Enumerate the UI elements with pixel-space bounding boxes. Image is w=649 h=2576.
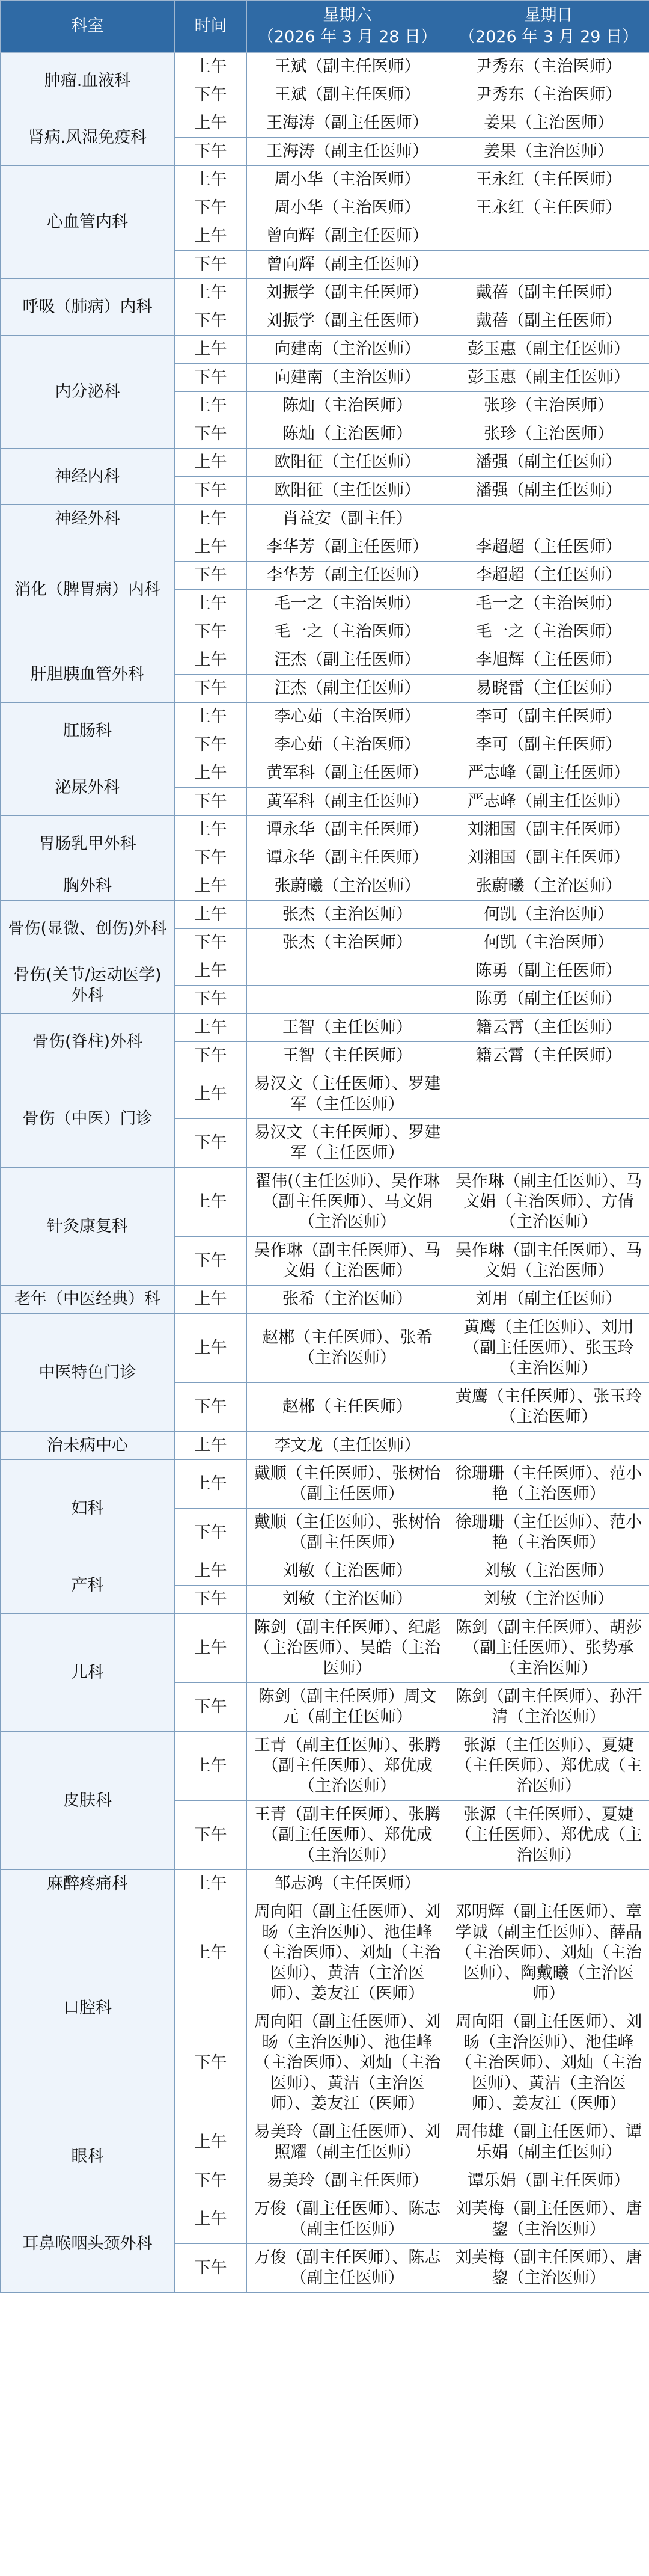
table-row [1,759,649,788]
sunday-doctor-cell: 邓明辉（副主任医师）、章学诚（副主任医师）、薛晶（主治医师）、刘灿（主治医师）、陶戴曦（主治医师） [448,1898,649,2008]
session-time-cell: 下午 [175,1383,247,1432]
sunday-doctor-cell: 张源（主任医师）、夏婕（主任医师）、郑优成（主治医师） [448,1732,649,1801]
saturday-doctor-cell: 易美玲（副主任医师） [247,2167,448,2195]
saturday-doctor-cell: 张蔚曦（主治医师） [247,872,448,901]
sunday-doctor-cell: 徐珊珊（主任医师）、范小艳（主治医师） [448,1460,649,1509]
session-time-cell: 上午 [175,1314,247,1383]
saturday-doctor-cell: 赵郴（主任医师）、张希（主治医师） [247,1314,448,1383]
saturday-doctor-cell: 易汉文（主任医师）、罗建军（主任医师） [247,1070,448,1119]
sunday-doctor-cell: 陈勇（副主任医师） [448,957,649,986]
saturday-doctor-cell: 戴顺（主任医师）、张树怡（副主任医师） [247,1460,448,1509]
session-time-cell: 上午 [175,222,247,251]
department-cell: 口腔科 [1,1898,175,2118]
sunday-doctor-cell: 彭玉惠（副主任医师） [448,364,649,392]
sunday-doctor-cell: 刘芙梅（副主任医师）、唐鋆（主治医师） [448,2244,649,2293]
sunday-doctor-cell [448,1070,649,1119]
saturday-doctor-cell: 李华芳（副主任医师） [247,562,448,590]
sunday-doctor-cell: 何凯（主治医师） [448,929,649,957]
table-row [1,1460,649,1509]
table-row [1,901,649,929]
sunday-doctor-cell: 周伟雄（副主任医师）、谭乐娟（副主任医师） [448,2118,649,2167]
session-time-cell: 上午 [175,1168,247,1237]
department-cell: 心血管内科 [1,166,175,279]
saturday-doctor-cell: 王海涛（副主任医师） [247,138,448,166]
session-time-cell: 上午 [175,392,247,420]
session-time-cell: 下午 [175,1509,247,1557]
saturday-doctor-cell: 张希（主治医师） [247,1286,448,1314]
sunday-doctor-cell: 谭乐娟（副主任医师） [448,2167,649,2195]
session-time-cell: 下午 [175,1683,247,1732]
session-time-cell: 下午 [175,562,247,590]
sunday-doctor-cell: 严志峰（副主任医师） [448,759,649,788]
table-row [1,1314,649,1383]
table-row [1,1732,649,1801]
table-row [1,2195,649,2244]
saturday-doctor-cell: 王斌（副主任医师） [247,81,448,109]
saturday-doctor-cell: 陈剑（副主任医师）周文元（副主任医师） [247,1683,448,1732]
session-time-cell: 下午 [175,364,247,392]
session-time-cell: 上午 [175,166,247,194]
session-time-cell: 下午 [175,1801,247,1870]
saturday-doctor-cell: 吴作琳（副主任医师）、马文娟（主治医师） [247,1237,448,1286]
table-row [1,109,649,138]
header-dept: 科室 [1,1,175,53]
saturday-doctor-cell: 汪杰（副主任医师） [247,675,448,703]
table-row [1,2118,649,2167]
sunday-doctor-cell: 尹秀东（主治医师） [448,53,649,81]
sunday-doctor-cell: 李超超（主任医师） [448,533,649,562]
sunday-doctor-cell: 张源（主任医师）、夏婕（主任医师）、郑优成（主治医师） [448,1801,649,1870]
department-cell: 针灸康复科 [1,1168,175,1286]
header-sunday: 星期日 （2026 年 3 月 29 日） [448,1,649,53]
saturday-doctor-cell: 陈剑（副主任医师）、纪彪（主治医师）、吴皓（主治医师） [247,1614,448,1683]
session-time-cell: 下午 [175,1237,247,1286]
table-row [1,1286,649,1314]
saturday-doctor-cell: 万俊（副主任医师）、陈志（副主任医师） [247,2195,448,2244]
saturday-doctor-cell: 刘敏（主治医师） [247,1586,448,1614]
saturday-doctor-cell: 谭永华（副主任医师） [247,816,448,844]
sunday-doctor-cell: 李旭辉（主任医师） [448,646,649,675]
session-time-cell: 下午 [175,1119,247,1168]
saturday-doctor-cell: 邹志鸿（主任医师） [247,1870,448,1898]
sunday-doctor-cell: 戴蓓（副主任医师） [448,307,649,336]
saturday-doctor-cell: 刘敏（主治医师） [247,1557,448,1586]
saturday-doctor-cell: 王青（副主任医师）、张腾（副主任医师）、郑优成（主治医师） [247,1732,448,1801]
department-cell: 肿瘤.血液科 [1,53,175,109]
session-time-cell: 上午 [175,1014,247,1042]
department-cell: 麻醉疼痛科 [1,1870,175,1898]
sunday-doctor-cell: 刘敏（主治医师） [448,1557,649,1586]
session-time-cell: 上午 [175,646,247,675]
session-time-cell: 下午 [175,81,247,109]
department-cell: 呼吸（肺病）内科 [1,279,175,336]
department-cell: 骨伤(脊柱)外科 [1,1014,175,1070]
session-time-cell: 下午 [175,477,247,505]
sunday-doctor-cell: 籍云霄（主任医师） [448,1014,649,1042]
sunday-doctor-cell: 王永红（主任医师） [448,166,649,194]
header-saturday: 星期六 （2026 年 3 月 28 日） [247,1,448,53]
sunday-doctor-cell: 籍云霄（主任医师） [448,1042,649,1070]
session-time-cell: 上午 [175,2118,247,2167]
session-time-cell: 上午 [175,336,247,364]
session-time-cell: 上午 [175,957,247,986]
session-time-cell: 上午 [175,53,247,81]
table-row [1,1070,649,1119]
session-time-cell: 上午 [175,1070,247,1119]
session-time-cell: 上午 [175,1732,247,1801]
sunday-doctor-cell: 黄鹰（主任医师）、刘用（副主任医师）、张玉玲（主治医师） [448,1314,649,1383]
department-cell: 肛肠科 [1,703,175,759]
saturday-doctor-cell: 刘振学（副主任医师） [247,307,448,336]
department-cell: 儿科 [1,1614,175,1732]
session-time-cell: 下午 [175,307,247,336]
sunday-doctor-cell [448,1119,649,1168]
sunday-doctor-cell [448,1870,649,1898]
saturday-doctor-cell: 王智（主任医师） [247,1042,448,1070]
session-time-cell: 下午 [175,2167,247,2195]
session-time-cell: 上午 [175,449,247,477]
table-row [1,166,649,194]
saturday-doctor-cell: 向建南（主治医师） [247,336,448,364]
saturday-doctor-cell [247,957,448,986]
saturday-doctor-cell: 周小华（主治医师） [247,194,448,222]
table-header-row [1,1,649,53]
session-time-cell: 下午 [175,929,247,957]
table-row [1,703,649,731]
table-row [1,646,649,675]
saturday-doctor-cell: 谭永华（副主任医师） [247,844,448,872]
saturday-doctor-cell: 毛一之（主治医师） [247,618,448,646]
session-time-cell: 上午 [175,901,247,929]
saturday-doctor-cell: 李心茹（主治医师） [247,731,448,759]
sunday-doctor-cell: 徐珊珊（主任医师）、范小艳（主治医师） [448,1509,649,1557]
session-time-cell: 下午 [175,986,247,1014]
sunday-doctor-cell: 王永红（主任医师） [448,194,649,222]
session-time-cell: 上午 [175,533,247,562]
sunday-doctor-cell: 黄鹰（主任医师）、张玉玲（主治医师） [448,1383,649,1432]
department-cell: 妇科 [1,1460,175,1557]
session-time-cell: 下午 [175,618,247,646]
department-cell: 肾病.风湿免疫科 [1,109,175,166]
table-row [1,1432,649,1460]
sunday-doctor-cell: 严志峰（副主任医师） [448,788,649,816]
saturday-doctor-cell: 王斌（副主任医师） [247,53,448,81]
table-body [1,53,649,2293]
sunday-doctor-cell: 李可（副主任医师） [448,703,649,731]
saturday-doctor-cell: 肖益安（副主任） [247,505,448,533]
department-cell: 骨伤(显微、创伤)外科 [1,901,175,957]
session-time-cell: 上午 [175,590,247,618]
saturday-doctor-cell: 万俊（副主任医师）、陈志（副主任医师） [247,2244,448,2293]
session-time-cell: 上午 [175,703,247,731]
session-time-cell: 下午 [175,731,247,759]
department-cell: 耳鼻喉咽头颈外科 [1,2195,175,2293]
saturday-doctor-cell: 李心茹（主治医师） [247,703,448,731]
saturday-doctor-cell: 汪杰（副主任医师） [247,646,448,675]
saturday-doctor-cell: 陈灿（主治医师） [247,420,448,449]
sunday-doctor-cell: 李可（副主任医师） [448,731,649,759]
session-time-cell: 上午 [175,759,247,788]
department-cell: 胸外科 [1,872,175,901]
sunday-doctor-cell: 姜果（主治医师） [448,109,649,138]
sunday-doctor-cell [448,505,649,533]
sunday-doctor-cell: 张珍（主治医师） [448,392,649,420]
sunday-doctor-cell: 潘强（副主任医师） [448,477,649,505]
saturday-doctor-cell: 翟伟(（主任医师）、吴作琳（副主任医师）、马文娟（主治医师） [247,1168,448,1237]
table-row [1,957,649,986]
department-cell: 产科 [1,1557,175,1614]
session-time-cell: 下午 [175,1586,247,1614]
session-time-cell: 上午 [175,1870,247,1898]
sunday-doctor-cell: 刘湘国（副主任医师） [448,816,649,844]
department-cell: 神经内科 [1,449,175,505]
saturday-doctor-cell: 李文龙（主任医师） [247,1432,448,1460]
table-row [1,1557,649,1586]
saturday-doctor-cell: 黄军科（副主任医师） [247,788,448,816]
department-cell: 中医特色门诊 [1,1314,175,1432]
sunday-doctor-cell: 陈剑（副主任医师）、胡莎（副主任医师）、张势承（主治医师） [448,1614,649,1683]
department-cell: 老年（中医经典）科 [1,1286,175,1314]
table-row [1,816,649,844]
session-time-cell: 下午 [175,194,247,222]
table-row [1,1014,649,1042]
saturday-doctor-cell: 欧阳征（主任医师） [247,449,448,477]
session-time-cell: 下午 [175,788,247,816]
header-time: 时间 [175,1,247,53]
saturday-doctor-cell: 刘振学（副主任医师） [247,279,448,307]
session-time-cell: 上午 [175,1432,247,1460]
session-time-cell: 上午 [175,1460,247,1509]
session-time-cell: 下午 [175,138,247,166]
table-row [1,872,649,901]
session-time-cell: 上午 [175,505,247,533]
saturday-doctor-cell: 戴顺（主任医师）、张树怡（副主任医师） [247,1509,448,1557]
saturday-doctor-cell: 毛一之（主治医师） [247,590,448,618]
table-row [1,505,649,533]
saturday-doctor-cell: 周向阳（副主任医师）、刘旸（主治医师）、池佳峰（主治医师）、刘灿（主治医师）、黄洁（主治医师）、姜友江（医师） [247,2008,448,2118]
saturday-doctor-cell: 张杰（主治医师） [247,901,448,929]
session-time-cell: 下午 [175,2008,247,2118]
saturday-doctor-cell: 王海涛（副主任医师） [247,109,448,138]
sunday-doctor-cell: 刘芙梅（副主任医师）、唐鋆（主治医师） [448,2195,649,2244]
table-row [1,53,649,81]
sunday-doctor-cell: 刘湘国（副主任医师） [448,844,649,872]
session-time-cell: 下午 [175,844,247,872]
department-cell: 皮肤科 [1,1732,175,1870]
table-row [1,1168,649,1237]
department-cell: 泌尿外科 [1,759,175,816]
sunday-doctor-cell: 陈剑（副主任医师）、孙汗清（主治医师） [448,1683,649,1732]
department-cell: 消化（脾胃病）内科 [1,533,175,646]
department-cell: 肝胆胰血管外科 [1,646,175,703]
session-time-cell: 上午 [175,1898,247,2008]
session-time-cell: 上午 [175,1614,247,1683]
saturday-doctor-cell: 王青（副主任医师）、张腾（副主任医师）、郑优成（主治医师） [247,1801,448,1870]
session-time-cell: 下午 [175,2244,247,2293]
sunday-doctor-cell: 易晓雷（主任医师） [448,675,649,703]
saturday-doctor-cell: 易美玲（副主任医师）、刘照耀（副主任医师） [247,2118,448,2167]
department-cell: 骨伤（中医）门诊 [1,1070,175,1168]
saturday-doctor-cell: 王智（主任医师） [247,1014,448,1042]
saturday-doctor-cell: 陈灿（主治医师） [247,392,448,420]
sunday-doctor-cell: 何凯（主治医师） [448,901,649,929]
sunday-doctor-cell [448,222,649,251]
table-row [1,449,649,477]
session-time-cell: 上午 [175,872,247,901]
table-row [1,1614,649,1683]
sunday-doctor-cell: 刘敏（主治医师） [448,1586,649,1614]
session-time-cell: 上午 [175,2195,247,2244]
saturday-doctor-cell: 李华芳（副主任医师） [247,533,448,562]
saturday-doctor-cell: 向建南（主治医师） [247,364,448,392]
saturday-doctor-cell: 周向阳（副主任医师）、刘旸（主治医师）、池佳峰（主治医师）、刘灿（主治医师）、黄洁（主治医师）、姜友江（医师） [247,1898,448,2008]
sunday-doctor-cell: 张珍（主治医师） [448,420,649,449]
sunday-doctor-cell: 彭玉惠（副主任医师） [448,336,649,364]
department-cell: 治未病中心 [1,1432,175,1460]
sunday-doctor-cell: 刘用（副主任医师） [448,1286,649,1314]
sunday-doctor-cell: 毛一之（主治医师） [448,618,649,646]
session-time-cell: 上午 [175,279,247,307]
sunday-doctor-cell: 毛一之（主治医师） [448,590,649,618]
session-time-cell: 上午 [175,1286,247,1314]
sunday-doctor-cell [448,1432,649,1460]
sunday-doctor-cell: 尹秀东（主治医师） [448,81,649,109]
table-row [1,279,649,307]
session-time-cell: 下午 [175,675,247,703]
sunday-doctor-cell: 张蔚曦（主治医师） [448,872,649,901]
saturday-doctor-cell: 欧阳征（主任医师） [247,477,448,505]
session-time-cell: 下午 [175,251,247,279]
sunday-doctor-cell: 陈勇（副主任医师） [448,986,649,1014]
session-time-cell: 上午 [175,816,247,844]
saturday-doctor-cell: 易汉文（主任医师）、罗建军（主任医师） [247,1119,448,1168]
sunday-doctor-cell: 姜果（主治医师） [448,138,649,166]
department-cell: 神经外科 [1,505,175,533]
sunday-doctor-cell [448,251,649,279]
session-time-cell: 上午 [175,1557,247,1586]
department-cell: 骨伤(关节/运动医学)外科 [1,957,175,1014]
department-cell: 眼科 [1,2118,175,2195]
session-time-cell: 上午 [175,109,247,138]
saturday-doctor-cell: 曾向辉（副主任医师） [247,251,448,279]
saturday-doctor-cell: 张杰（主治医师） [247,929,448,957]
saturday-doctor-cell: 曾向辉（副主任医师） [247,222,448,251]
sunday-doctor-cell: 吴作琳（副主任医师）、马文娟（主治医师）、方倩（主治医师） [448,1168,649,1237]
sunday-doctor-cell: 吴作琳（副主任医师）、马文娟（主治医师） [448,1237,649,1286]
department-cell: 胃肠乳甲外科 [1,816,175,872]
table-row [1,1898,649,2008]
department-cell: 内分泌科 [1,336,175,449]
table-row [1,336,649,364]
sunday-doctor-cell: 戴蓓（副主任医师） [448,279,649,307]
sunday-doctor-cell: 李超超（主任医师） [448,562,649,590]
table-row [1,1870,649,1898]
saturday-doctor-cell: 周小华（主治医师） [247,166,448,194]
saturday-doctor-cell [247,986,448,1014]
table-row [1,533,649,562]
sunday-doctor-cell: 周向阳（副主任医师）、刘旸（主治医师）、池佳峰（主治医师）、刘灿（主治医师）、黄洁（主治医师）、姜友江（医师） [448,2008,649,2118]
session-time-cell: 下午 [175,420,247,449]
sunday-doctor-cell: 潘强（副主任医师） [448,449,649,477]
session-time-cell: 下午 [175,1042,247,1070]
saturday-doctor-cell: 黄军科（副主任医师） [247,759,448,788]
saturday-doctor-cell: 赵郴（主任医师） [247,1383,448,1432]
